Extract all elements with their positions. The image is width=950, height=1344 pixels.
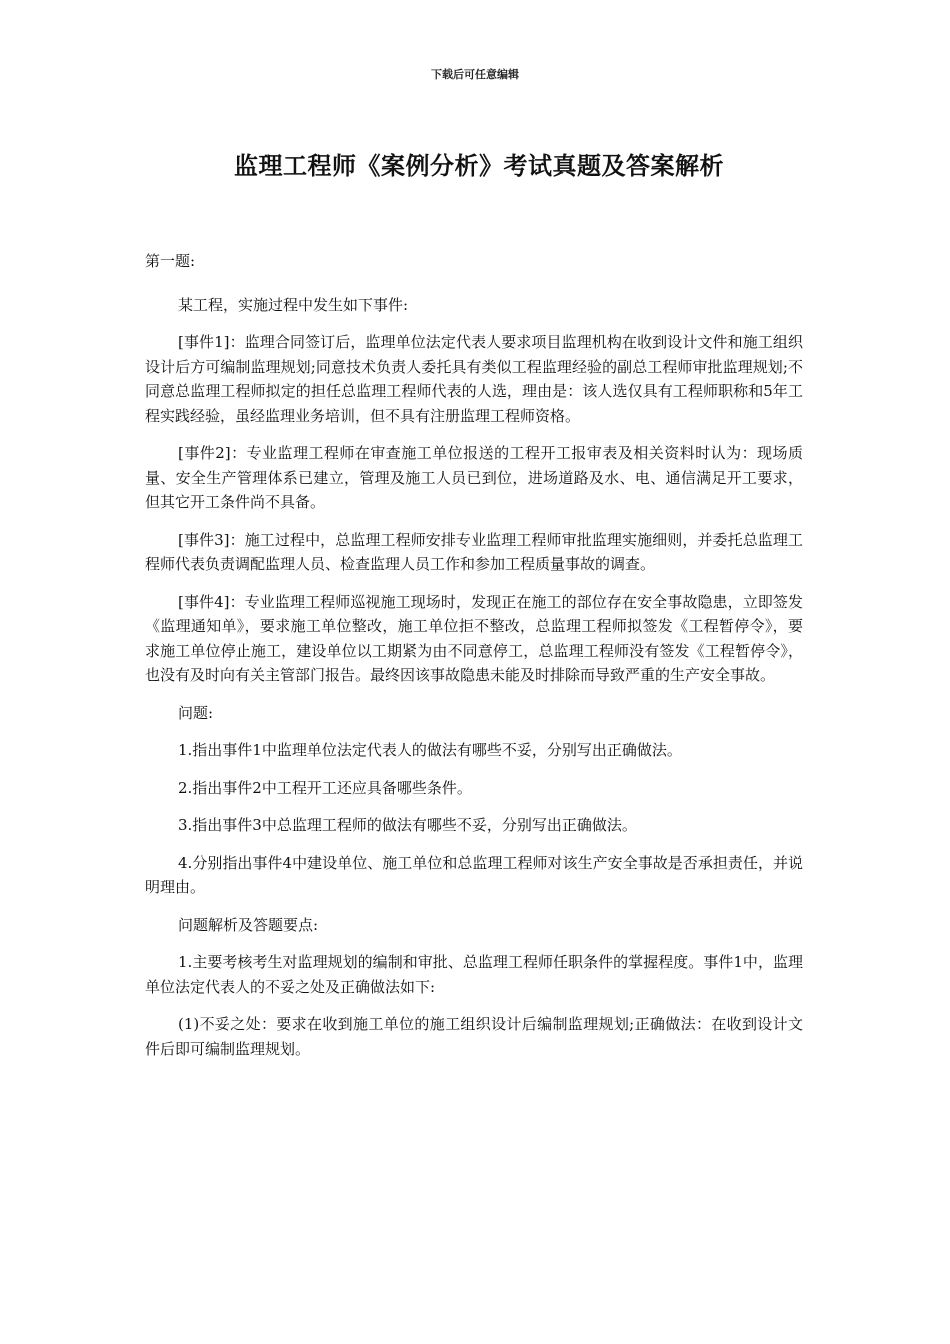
question-3: 3.指出事件3中总监理工程师的做法有哪些不妥，分别写出正确做法。 [178,816,637,834]
event-paragraph-1: [事件1]：监理合同签订后，监理单位法定代表人要求项目监理机构在收到设计文件和施工组织设计后方可编制监理规划;同意技术负责人委托具有类似工程监理经验的副总工程师审批监理规划;不同意总监理工程师拟定的担任总监理工程师代表的人选，理由是：该人选仅具有工程师职称和5年工程实践经验，虽经监理业务培训，但不具有注册监理工程师资格。 [145,333,803,425]
section-heading: 第一题: [145,252,196,270]
event-paragraph-4: [事件4]：专业监理工程师巡视施工现场时，发现正在施工的部位存在安全事故隐患，立即签发《监理通知单》，要求施工单位整改，施工单位拒不整改，总监理工程师拟签发《工程暂停令》，要求施工单位停止施工，建设单位以工期紧为由不同意停工，总监理工程师没有签发《工程暂停令》，也没有及时向有关主管部门报告。最终因该事故隐患未能及时排除而导致严重的生产安全事故。 [145,592,803,684]
document-body [145,249,803,1074]
analysis-paragraph-2: (1)不妥之处：要求在收到施工单位的施工组织设计后编制监理规划;正确做法：在收到设计文件后即可编制监理规划。 [145,1015,803,1058]
intro-paragraph: 某工程，实施过程中发生如下事件: [178,295,409,314]
analysis-paragraph-1: 1.主要考核考生对监理规划的编制和审批、总监理工程师任职条件的掌握程度。事件1中，监理单位法定代表人的不妥之处及正确做法如下: [145,953,803,996]
analysis-heading: 问题解析及答题要点: [178,915,319,934]
header-note: 下载后可任意编辑 [431,68,519,81]
question-4: 4.分别指出事件4中建设单位、施工单位和总监理工程师对该生产安全事故是否承担责任，并说明理由。 [145,853,803,896]
question-1: 1.指出事件1中监理单位法定代表人的做法有哪些不妥，分别写出正确做法。 [178,741,682,759]
event-paragraph-3: [事件3]：施工过程中，总监理工程师安排专业监理工程师审批监理实施细则，并委托总监理工程师代表负责调配监理人员、检查监理人员工作和参加工程质量事故的调查。 [145,530,803,573]
questions-heading: 问题: [178,703,214,722]
event-paragraph-2: [事件2]：专业监理工程师在审查施工单位报送的工程开工报审表及相关资料时认为：现场质量、安全生产管理体系已建立，管理及施工人员已到位，进场道路及水、电、通信满足开工要求，但其它开工条件尚不具备。 [145,444,803,511]
document-title: 监理工程师《案例分析》考试真题及答案解析 [234,152,724,180]
question-2: 2.指出事件2中工程开工还应具备哪些条件。 [178,778,472,797]
